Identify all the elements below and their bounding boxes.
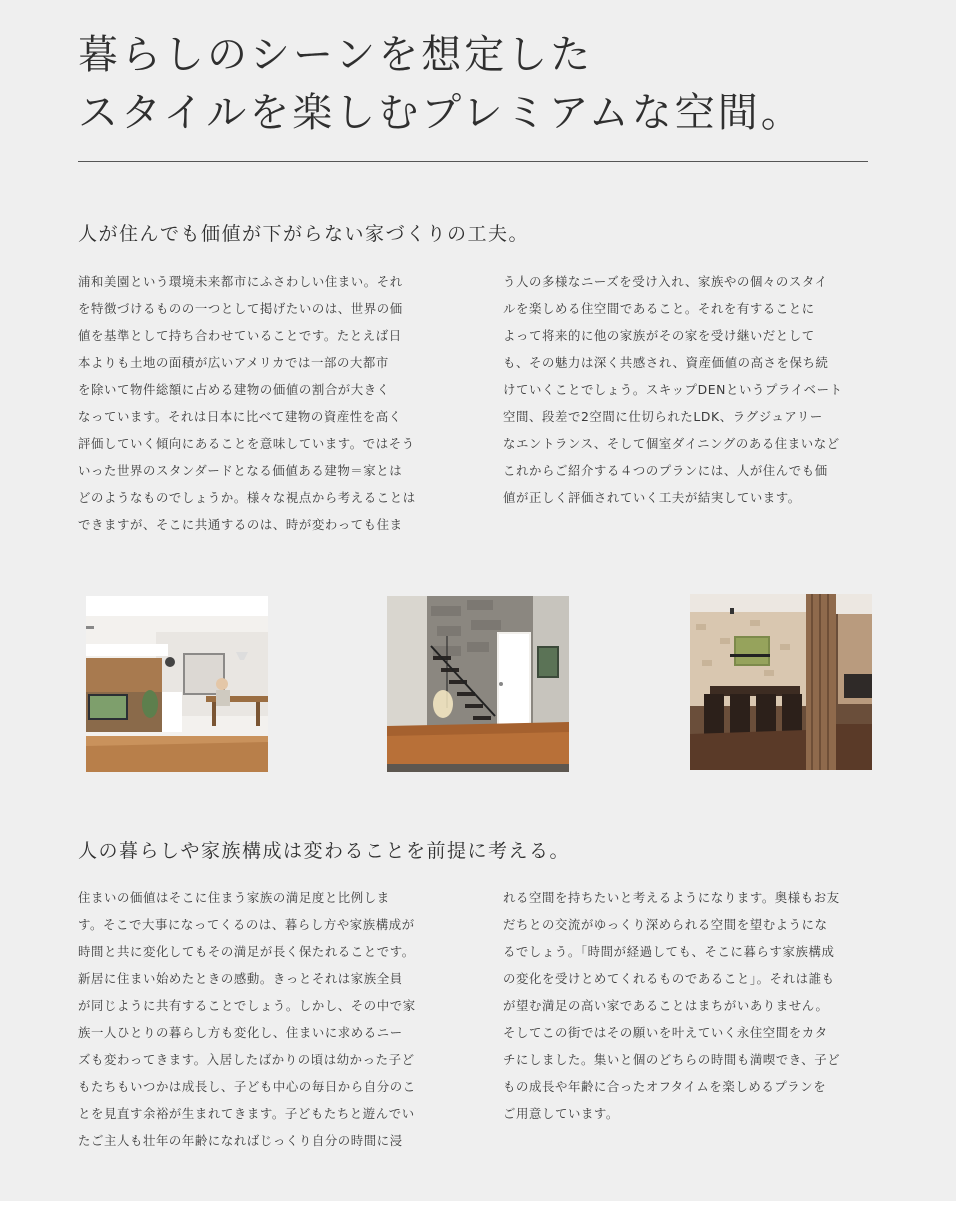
text-line: が同じように共有することでしょう。しかし、その中で家 — [78, 998, 416, 1013]
text-line: なエントランス、そして個室ダイニングのある住まいなど — [503, 436, 840, 451]
text-line: いった世界のスタンダードとなる価値ある建物＝家とは — [78, 463, 403, 478]
text-line: 住まいの価値はそこに住まう家族の満足度と比例しま — [78, 890, 390, 905]
text-line: 時間と共に変化してもその満足が長く保たれることです。 — [78, 944, 415, 959]
text-line: これからご紹介する４つのプランには、人が住んでも価 — [503, 463, 828, 478]
text-line: もの成長や年齢に合ったオフタイムを楽しめるプランを — [503, 1079, 827, 1094]
section-2-right-column — [503, 884, 889, 1127]
hero-title-line-1: 暮らしのシーンを想定した — [78, 32, 594, 78]
text-line: 値が正しく評価されていく工夫が結実しています。 — [503, 490, 801, 505]
text-line: ズも変わってきます。入居したばかりの頃は幼かった子ど — [78, 1052, 415, 1067]
text-line: を除いて物件総額に占める建物の価値の割合が大きく — [78, 382, 390, 397]
section-1-left-column — [78, 268, 464, 538]
text-line: う人の多様なニーズを受け入れ、家族やの個々のスタイ — [503, 274, 828, 289]
text-line: 本よりも土地の面積が広いアメリカでは一部の大都市 — [78, 355, 389, 370]
section-2-heading: 人の暮らしや家族構成は変わることを前提に考える。 — [78, 840, 571, 862]
text-line: が望む満足の高い家であることはまちがいありません。 — [503, 998, 829, 1013]
text-line: もたちもいつかは成長し、子ども中心の毎日から自分のこ — [78, 1079, 416, 1094]
text-line: れる空間を持ちたいと考えるようになります。奥様もお友 — [503, 890, 840, 905]
section-1-heading: 人が住んでも価値が下がらない家づくりの工夫。 — [78, 223, 530, 245]
text-line: ルを楽しめる住空間であること。それを有することに — [503, 301, 815, 316]
text-line: とを見直す余裕が生まれてきます。子どもたちと遊んでい — [78, 1106, 415, 1121]
text-line: そしてこの街ではその願いを叶えていく永住空間をカタ — [503, 1025, 828, 1040]
text-line: す。そこで大事になってくるのは、暮らし方や家族構成が — [78, 917, 415, 932]
text-line: たご主人も壮年の年齢になればじっくり自分の時間に浸 — [78, 1133, 403, 1148]
text-line: 族一人ひとりの暮らし方も変化し、住まいに求めるニー — [78, 1025, 403, 1040]
text-line: けていくことでしょう。スキップDENというプライベート — [503, 382, 843, 397]
section-1-right-column — [503, 268, 889, 511]
text-line: 新居に住まい始めたときの感動。きっとそれは家族全員 — [78, 971, 403, 986]
title-divider — [78, 161, 868, 162]
text-line: 値を基準として持ち合わせていることです。たとえば日 — [78, 328, 402, 343]
text-line: だちとの交流がゆっくり深められる空間を望むようにな — [503, 917, 828, 932]
text-line: よって将来的に他の家族がその家を受け継いだとして — [503, 328, 815, 343]
text-line: 空間、段差で2空間に仕切られたLDK、ラグジュアリー — [503, 409, 823, 424]
text-line: できますが、そこに共通するのは、時が変わっても住ま — [78, 517, 403, 532]
text-line: るでしょう。「時間が経過しても、そこに暮らす家族構成 — [503, 944, 835, 959]
text-line: 評価していく傾向にあることを意味しています。ではそう — [78, 436, 415, 451]
text-line: ご用意しています。 — [503, 1106, 619, 1121]
text-line: も、その魅力は深く共感され、資産価値の高さを保ち続 — [503, 355, 829, 370]
staircase-photo — [387, 596, 569, 772]
text-line: の変化を受けとめてくれるものであること」。それは誰も — [503, 971, 835, 986]
text-line: どのようなものでしょうか。様々な視点から考えることは — [78, 490, 416, 505]
living-room-photo — [86, 596, 268, 772]
section-2-left-column — [78, 884, 464, 1154]
hero-title-line-2: スタイルを楽しむプレミアムな空間。 — [78, 90, 804, 136]
text-line: チにしました。集いと個のどちらの時間も満喫でき、子ど — [503, 1052, 841, 1067]
hero-title — [78, 26, 804, 142]
text-line: 浦和美園という環境未来都市にふさわしい住まい。それ — [78, 274, 403, 289]
dining-room-photo — [690, 594, 872, 770]
text-line: なっています。それは日本に比べて建物の資産性を高く — [78, 409, 402, 424]
text-line: を特徴づけるものの一つとして掲げたいのは、世界の価 — [78, 301, 403, 316]
